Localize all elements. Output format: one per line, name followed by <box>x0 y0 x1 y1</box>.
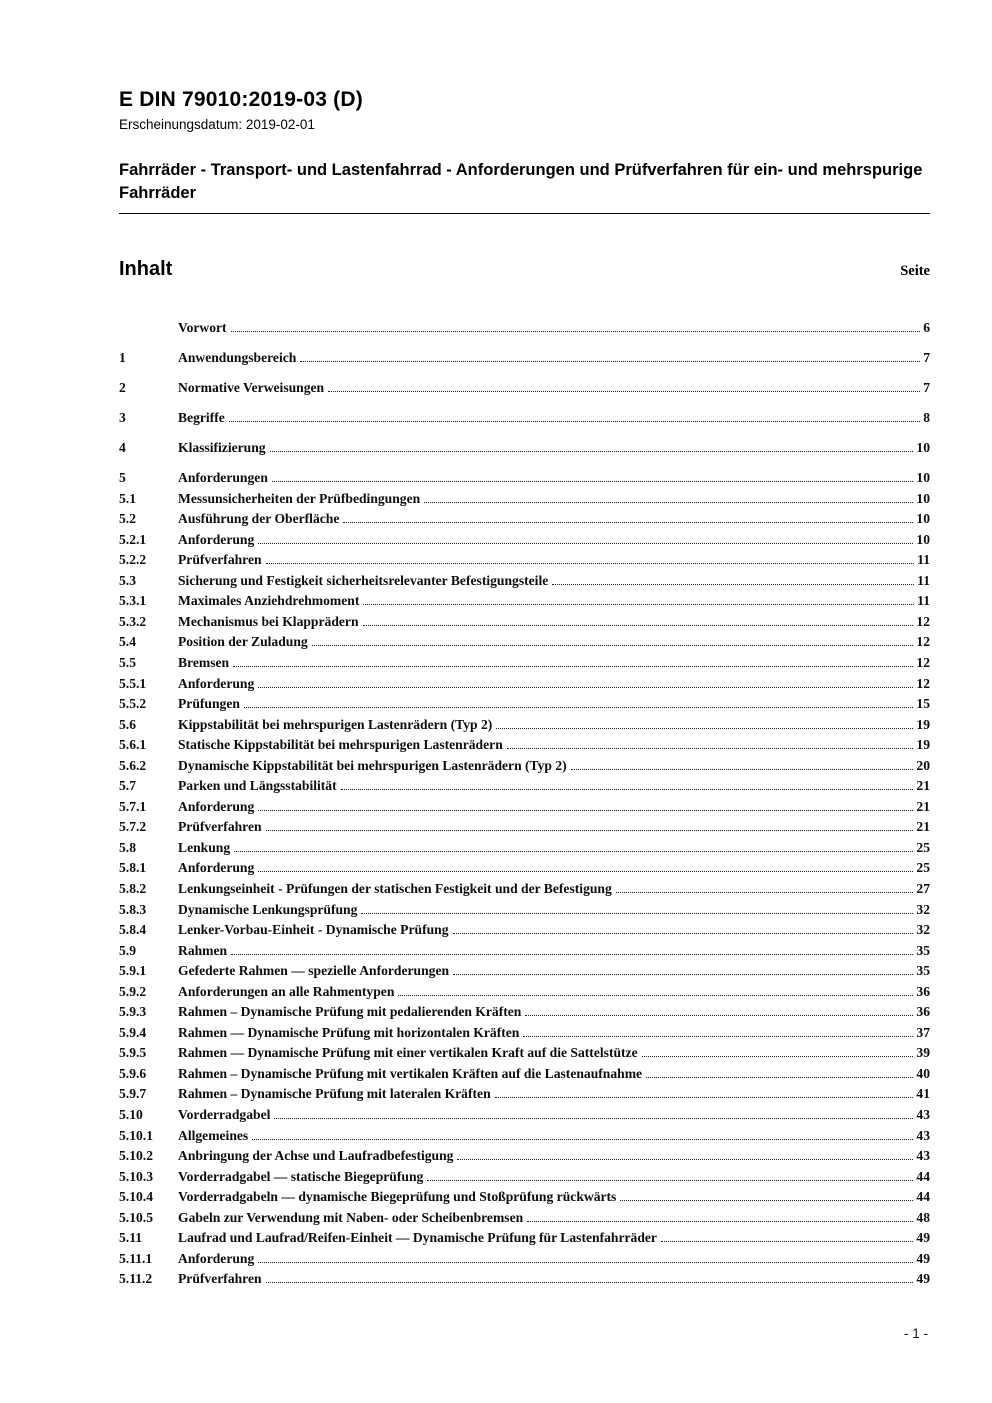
toc-list <box>119 318 930 1290</box>
toc-entry-number: 5.10.5 <box>119 1209 153 1225</box>
toc-entry-title: Messunsicherheiten der Prüfbedingungen <box>178 490 421 506</box>
toc-entry-page: 11 <box>917 572 930 588</box>
toc-entry <box>119 509 930 530</box>
toc-entry-number: 5.3.2 <box>119 613 147 629</box>
toc-entry-title: Prüfverfahren <box>178 1271 262 1287</box>
toc-entry-page: 43 <box>916 1148 930 1164</box>
toc-entry-page: 36 <box>916 1004 930 1020</box>
toc-entry-number: 3 <box>119 409 126 425</box>
toc-entry-title: Dynamische Kippstabilität bei mehrspurigen Lastenrädern (Typ 2) <box>178 757 567 773</box>
toc-entry <box>119 900 930 921</box>
toc-dotted-leader <box>424 502 913 503</box>
toc-entry <box>119 408 930 429</box>
toc-entry-page: 10 <box>916 511 930 527</box>
toc-entry-number: 5.7 <box>119 778 136 794</box>
toc-entry <box>119 1105 930 1126</box>
toc-entry-number: 5.10.4 <box>119 1189 153 1205</box>
toc-entry-number: 2 <box>119 379 126 395</box>
toc-entry-title: Dynamische Lenkungsprüfung <box>178 901 358 917</box>
toc-dotted-leader <box>231 954 913 955</box>
toc-dotted-leader <box>266 1282 914 1283</box>
toc-dotted-leader <box>616 892 914 893</box>
toc-entry-number: 5.9 <box>119 942 136 958</box>
toc-entry-title: Lenkungseinheit - Prüfungen der statischen Festigkeit und der Befestigung <box>178 881 612 897</box>
toc-entry-number: 5.3.1 <box>119 593 147 609</box>
toc-entry-number: 5.6 <box>119 716 136 732</box>
toc-dotted-leader <box>661 1241 913 1242</box>
toc-entry-title: Bremsen <box>178 655 230 670</box>
toc-entry-number: 5.8.3 <box>119 901 147 917</box>
toc-heading: Inhalt <box>119 257 173 280</box>
toc-dotted-leader <box>552 584 914 585</box>
toc-entry <box>119 920 930 941</box>
toc-entry-number: 5 <box>119 470 126 486</box>
toc-dotted-leader <box>328 391 920 392</box>
toc-dotted-leader <box>453 933 914 934</box>
toc-dotted-leader <box>272 481 914 482</box>
toc-entry <box>119 571 930 592</box>
toc-entry-page: 41 <box>916 1086 930 1102</box>
toc-dotted-leader <box>496 728 913 729</box>
toc-entry-number: 5.6.2 <box>119 757 147 773</box>
toc-dotted-leader <box>252 1139 913 1140</box>
toc-entry-title: Rahmen – Dynamische Prüfung mit vertikalen Kräften auf die Lastenaufnahme <box>178 1065 643 1081</box>
toc-entry-title: Vorderradgabeln — dynamische Biegeprüfung und Stoßprüfung rückwärts <box>178 1189 617 1205</box>
toc-entry-page: 40 <box>916 1065 930 1081</box>
toc-entry-number: 5.8.4 <box>119 922 147 938</box>
toc-entry-page: 35 <box>916 963 930 979</box>
toc-entry-page: 12 <box>916 655 930 670</box>
toc-entry <box>119 941 930 962</box>
toc-entry-number: 5.5.2 <box>119 696 147 712</box>
toc-entry-page: 44 <box>916 1189 930 1205</box>
toc-entry <box>119 858 930 879</box>
toc-entry-page: 12 <box>916 675 930 691</box>
toc-entry-title: Anforderung <box>178 860 255 876</box>
toc-entry <box>119 1064 930 1085</box>
toc-dotted-leader <box>457 1159 913 1160</box>
toc-entry-page: 27 <box>916 881 930 897</box>
toc-dotted-leader <box>229 421 920 422</box>
toc-entry <box>119 550 930 571</box>
toc-entry <box>119 879 930 900</box>
toc-entry-page: 19 <box>916 716 930 732</box>
toc-entry <box>119 378 930 399</box>
toc-entry-title: Anforderung <box>178 531 255 547</box>
toc-entry-number: 5.8.2 <box>119 881 147 897</box>
toc-entry <box>119 715 930 736</box>
toc-entry <box>119 694 930 715</box>
toc-entry-title: Gefederte Rahmen — spezielle Anforderungen <box>178 963 450 979</box>
toc-entry-number: 5.9.7 <box>119 1086 147 1102</box>
toc-entry-page: 25 <box>916 839 930 855</box>
toc-dotted-leader <box>642 1056 914 1057</box>
toc-entry-number: 1 <box>119 349 126 365</box>
toc-entry-page: 11 <box>917 552 930 568</box>
toc-entry <box>119 674 930 695</box>
toc-entry <box>119 776 930 797</box>
toc-entry-title: Anforderungen an alle Rahmentypen <box>178 983 395 999</box>
toc-entry-number: 5.7.1 <box>119 798 147 814</box>
toc-entry-title: Prüfungen <box>178 696 240 712</box>
toc-entry <box>119 591 930 612</box>
toc-entry-number: 5.9.3 <box>119 1004 147 1020</box>
toc-entry-page: 49 <box>916 1271 930 1287</box>
toc-entry-title: Anbringung der Achse und Laufradbefestigung <box>178 1148 454 1164</box>
toc-entry-title: Mechanismus bei Klapprädern <box>178 613 359 629</box>
toc-dotted-leader <box>620 1200 913 1201</box>
toc-entry-title: Rahmen — Dynamische Prüfung mit horizontalen Kräften <box>178 1024 520 1040</box>
toc-entry-title: Statische Kippstabilität bei mehrspurigen Lastenrädern <box>178 737 503 753</box>
toc-entry-number: 5.7.2 <box>119 819 147 835</box>
toc-entry-title: Klassifizierung <box>178 440 266 456</box>
toc-entry <box>119 1167 930 1188</box>
toc-entry <box>119 1269 930 1290</box>
toc-entry-number: 5.11.1 <box>119 1250 153 1266</box>
toc-entry-page: 43 <box>916 1107 930 1123</box>
toc-entry <box>119 1002 930 1023</box>
toc-entry-title: Allgemeines <box>178 1127 249 1143</box>
toc-dotted-leader <box>312 645 914 646</box>
toc-entry-title: Position der Zuladung <box>178 634 308 650</box>
toc-dotted-leader <box>363 625 914 626</box>
toc-entry <box>119 817 930 838</box>
toc-entry <box>119 612 930 633</box>
toc-entry-number: 5.9.1 <box>119 963 147 979</box>
toc-entry-title: Sicherung und Festigkeit sicherheitsrelevanter Befestigungsteile <box>178 572 549 588</box>
toc-entry <box>119 438 930 459</box>
toc-entry-page: 39 <box>916 1045 930 1061</box>
toc-entry-number: 5.11 <box>119 1230 143 1246</box>
toc-entry-page: 36 <box>916 983 930 999</box>
toc-entry <box>119 1043 930 1064</box>
toc-dotted-leader <box>361 913 913 914</box>
toc-entry-page: 44 <box>916 1168 930 1184</box>
toc-entry-title: Vorderradgabel <box>178 1107 271 1123</box>
toc-dotted-leader <box>266 830 914 831</box>
document-id: E DIN 79010:2019-03 (D) <box>119 88 363 111</box>
toc-dotted-leader <box>343 522 913 523</box>
toc-entry-page: 20 <box>916 757 930 773</box>
toc-entry-title: Vorwort <box>178 319 227 335</box>
toc-entry-number: 5.8 <box>119 839 136 855</box>
toc-entry-page: 10 <box>916 490 930 506</box>
toc-dotted-leader <box>507 748 914 749</box>
toc-dotted-leader <box>258 1262 913 1263</box>
toc-dotted-leader <box>231 331 921 332</box>
toc-entry-page: 12 <box>916 613 930 629</box>
toc-entry-number: 5.9.6 <box>119 1065 147 1081</box>
toc-heading-row <box>119 258 930 281</box>
toc-entry-page: 10 <box>916 470 930 486</box>
toc-entry-title: Rahmen <box>178 942 228 958</box>
toc-dotted-leader <box>258 871 913 872</box>
toc-entry-number: 5.5 <box>119 655 136 670</box>
toc-entry-page: 32 <box>916 901 930 917</box>
toc-dotted-leader <box>233 666 913 667</box>
toc-entry <box>119 348 930 369</box>
toc-entry <box>119 1126 930 1147</box>
toc-entry <box>119 1228 930 1249</box>
toc-entry-title: Anforderung <box>178 1250 255 1266</box>
toc-dotted-leader <box>398 995 913 996</box>
toc-page-column-label: Seite <box>900 262 930 279</box>
toc-entry-title: Lenker-Vorbau-Einheit - Dynamische Prüfung <box>178 922 449 938</box>
toc-entry-number: 5.10 <box>119 1107 143 1123</box>
toc-entry-page: 21 <box>916 798 930 814</box>
toc-entry-page: 10 <box>916 440 930 456</box>
toc-dotted-leader <box>234 851 913 852</box>
toc-entry-number: 5.10.3 <box>119 1168 153 1184</box>
toc-dotted-leader <box>270 451 914 452</box>
toc-dotted-leader <box>341 789 914 790</box>
toc-entry-title: Parken und Längsstabilität <box>178 778 337 794</box>
toc-entry-title: Lenkung <box>178 839 231 855</box>
toc-entry-title: Prüfverfahren <box>178 819 262 835</box>
toc-entry-number: 5.2.2 <box>119 552 147 568</box>
toc-entry-number: 5.6.1 <box>119 737 147 753</box>
toc-entry-page: 25 <box>916 860 930 876</box>
toc-entry-page: 7 <box>923 349 930 365</box>
toc-entry <box>119 1249 930 1270</box>
toc-entry <box>119 797 930 818</box>
toc-dotted-leader <box>495 1097 914 1098</box>
toc-entry <box>119 735 930 756</box>
document-header <box>119 88 930 214</box>
toc-dotted-leader <box>646 1077 913 1078</box>
toc-entry-page: 19 <box>916 737 930 753</box>
publication-date: Erscheinungsdatum: 2019-02-01 <box>119 117 315 132</box>
toc-entry-title: Begriffe <box>178 409 225 425</box>
toc-entry-page: 11 <box>917 593 930 609</box>
toc-entry-page: 21 <box>916 819 930 835</box>
toc-entry-number: 5.9.4 <box>119 1024 147 1040</box>
toc-entry-title: Anwendungsbereich <box>178 349 297 365</box>
toc-entry <box>119 653 930 674</box>
toc-entry-title: Anforderung <box>178 798 255 814</box>
toc-entry-number: 5.10.2 <box>119 1148 153 1164</box>
toc-entry <box>119 756 930 777</box>
toc-entry-page: 32 <box>916 922 930 938</box>
toc-entry-page: 35 <box>916 942 930 958</box>
toc-entry-page: 8 <box>923 409 930 425</box>
toc-entry-number: 4 <box>119 440 126 456</box>
toc-dotted-leader <box>525 1015 913 1016</box>
toc-entry-number: 5.1 <box>119 490 136 506</box>
toc-entry-number: 5.5.1 <box>119 675 147 691</box>
toc-entry-page: 43 <box>916 1127 930 1143</box>
toc-entry-number: 5.10.1 <box>119 1127 153 1143</box>
toc-dotted-leader <box>363 604 914 605</box>
toc-entry-title: Rahmen — Dynamische Prüfung mit einer vertikalen Kraft auf die Sattelstütze <box>178 1045 638 1061</box>
toc-entry-page: 6 <box>923 319 930 335</box>
toc-entry <box>119 632 930 653</box>
toc-entry-title: Normative Verweisungen <box>178 379 325 395</box>
toc-entry-title: Maximales Anziehdrehmoment <box>178 593 360 609</box>
toc-entry <box>119 318 930 339</box>
page-number-footer: - 1 - <box>903 1326 928 1341</box>
toc-dotted-leader <box>258 543 913 544</box>
toc-entry <box>119 1146 930 1167</box>
toc-entry-title: Ausführung der Oberfläche <box>178 511 340 527</box>
toc-entry-number: 5.8.1 <box>119 860 147 876</box>
toc-dotted-leader <box>244 707 913 708</box>
toc-entry <box>119 468 930 489</box>
toc-entry <box>119 1187 930 1208</box>
toc-dotted-leader <box>527 1221 913 1222</box>
toc-entry <box>119 489 930 510</box>
toc-entry-title: Rahmen – Dynamische Prüfung mit pedalierenden Kräften <box>178 1004 522 1020</box>
toc-entry-number: 5.9.2 <box>119 983 147 999</box>
toc-entry-page: 10 <box>916 531 930 547</box>
toc-entry-title: Prüfverfahren <box>178 552 262 568</box>
toc-dotted-leader <box>427 1180 913 1181</box>
toc-entry <box>119 1208 930 1229</box>
title-divider-rule <box>119 213 930 214</box>
toc-dotted-leader <box>258 810 913 811</box>
toc-entry-title: Anforderung <box>178 675 255 691</box>
toc-entry-number: 5.2.1 <box>119 531 147 547</box>
toc-entry <box>119 1084 930 1105</box>
toc-dotted-leader <box>571 769 914 770</box>
toc-dotted-leader <box>523 1036 913 1037</box>
toc-dotted-leader <box>453 974 913 975</box>
toc-entry-number: 5.3 <box>119 572 136 588</box>
toc-entry-page: 37 <box>916 1024 930 1040</box>
toc-entry <box>119 961 930 982</box>
toc-entry-number: 5.9.5 <box>119 1045 147 1061</box>
toc-entry <box>119 982 930 1003</box>
toc-dotted-leader <box>274 1118 913 1119</box>
toc-entry-page: 49 <box>916 1250 930 1266</box>
toc-entry-title: Rahmen – Dynamische Prüfung mit lateralen Kräften <box>178 1086 491 1102</box>
toc-entry-page: 48 <box>916 1209 930 1225</box>
toc-entry <box>119 838 930 859</box>
toc-dotted-leader <box>258 687 913 688</box>
toc-entry <box>119 1023 930 1044</box>
toc-entry-number: 5.4 <box>119 634 136 650</box>
toc-dotted-leader <box>300 361 920 362</box>
toc-entry-page: 21 <box>916 778 930 794</box>
toc-entry-title: Kippstabilität bei mehrspurigen Lastenrädern (Typ 2) <box>178 716 493 732</box>
toc-entry-page: 7 <box>923 379 930 395</box>
toc-entry-page: 49 <box>916 1230 930 1246</box>
toc-entry-number: 5.2 <box>119 511 136 527</box>
document-title: Fahrräder - Transport- und Lastenfahrrad - Anforderungen und Prüfverfahren für ein- und mehrspurige Fahrräder <box>119 161 923 203</box>
toc-entry-page: 12 <box>916 634 930 650</box>
toc-entry-title: Laufrad und Laufrad/Reifen-Einheit — Dynamische Prüfung für Lastenfahrräder <box>178 1230 657 1246</box>
toc-entry <box>119 530 930 551</box>
toc-entry-page: 15 <box>916 696 930 712</box>
toc-entry-title: Anforderungen <box>178 470 268 486</box>
toc-entry-title: Vorderradgabel — statische Biegeprüfung <box>178 1168 424 1184</box>
toc-dotted-leader <box>266 563 915 564</box>
toc-entry-number: 5.11.2 <box>119 1271 153 1287</box>
toc-entry-title: Gabeln zur Verwendung mit Naben- oder Scheibenbremsen <box>178 1209 524 1225</box>
